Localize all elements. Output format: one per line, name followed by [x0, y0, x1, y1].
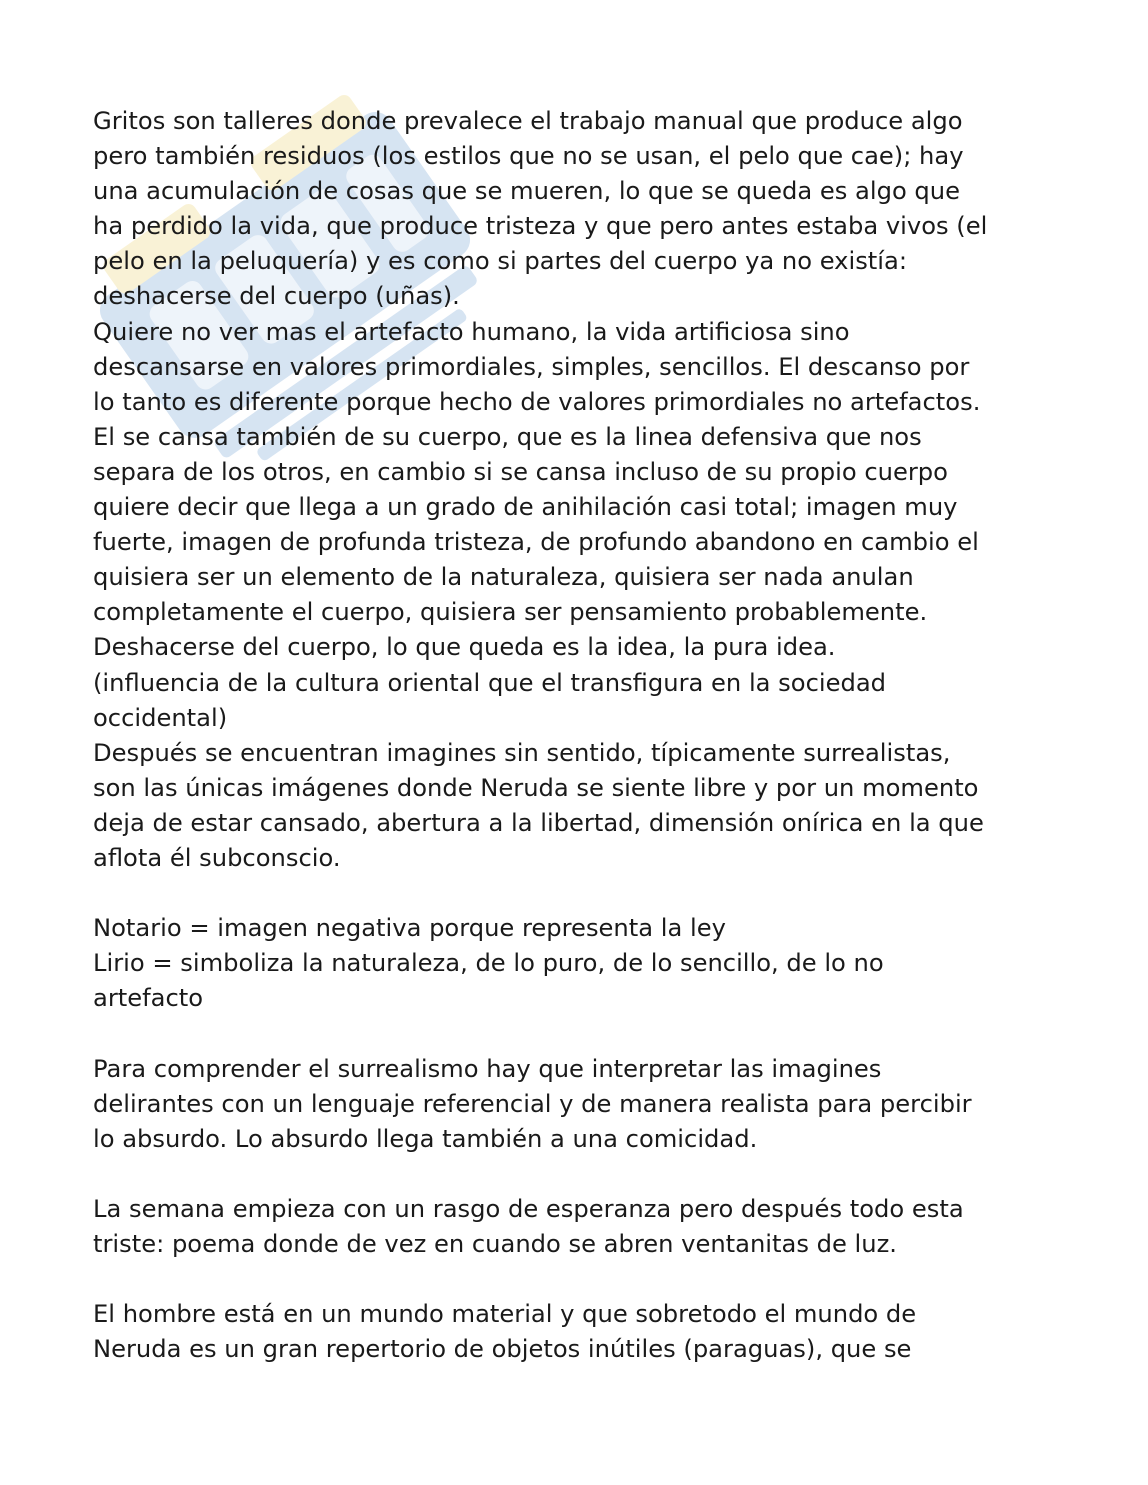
- paragraph: Deshacerse del cuerpo, lo que queda es la idea, la pura idea.: [93, 633, 836, 662]
- paragraph: Después se encuentran imagines sin sentido, típicamente surrealistas, son las únicas imágenes donde Neruda se siente libre y por un momento deja de estar cansado, abertura a la libertad, dimensión onírica en la que aflota él subconscio.: [93, 738, 984, 872]
- document-body: [93, 104, 1083, 1367]
- paragraph-spacer: [93, 1157, 1083, 1192]
- paragraph: Quiere no ver mas el artefacto humano, la vida artificiosa sino descansarse en valores primordiales, simples, sencillos. El descanso por lo tanto es diferente porque hecho de valores primordiales no artefactos. El se cansa también de su cuerpo, que es la linea defensiva que nos separa de los otros, en cambio si se cansa incluso de su propio cuerpo quiere decir que llega a un grado de anihilación casi total; imagen muy fuerte, imagen de profunda tristeza, de profundo abandono en cambio el quisiera ser un elemento de la naturaleza, quisiera ser nada anulan completamente el cuerpo, quisiera ser pensamiento probablemente.: [93, 317, 981, 627]
- paragraph: Para comprender el surrealismo hay que interpretar las imagines delirantes con un lenguaje referencial y de manera realista para percibir lo absurdo. Lo absurdo llega también a una comicidad.: [93, 1054, 972, 1153]
- paragraph-spacer: [93, 1016, 1083, 1051]
- paragraph-spacer: [93, 876, 1083, 911]
- paragraph: (influencia de la cultura oriental que el transfigura en la sociedad occidental): [93, 668, 887, 732]
- paragraph: Gritos son talleres donde prevalece el trabajo manual que produce algo pero también residuos (los estilos que no se usan, el pelo que cae); hay una acumulación de cosas que se mueren, lo que se queda es algo que ha perdido la vida, que produce tristeza y que pero antes estaba vivos (el pelo en la peluquería) y es como si partes del cuerpo ya no existía: deshacerse del cuerpo (uñas).: [93, 107, 988, 311]
- paragraph-spacer: [93, 1262, 1083, 1297]
- paragraph: La semana empieza con un rasgo de esperanza pero después todo esta triste: poema donde de vez en cuando se abren ventanitas de luz.: [93, 1194, 964, 1258]
- paragraph: Notario = imagen negativa porque representa la ley: [93, 914, 726, 943]
- paragraph: El hombre está en un mundo material y que sobretodo el mundo de Neruda es un gran repertorio de objetos inútiles (paraguas), que se: [93, 1300, 917, 1364]
- paragraph: Lirio = simboliza la naturaleza, de lo puro, de lo sencillo, de lo no artefacto: [93, 949, 884, 1013]
